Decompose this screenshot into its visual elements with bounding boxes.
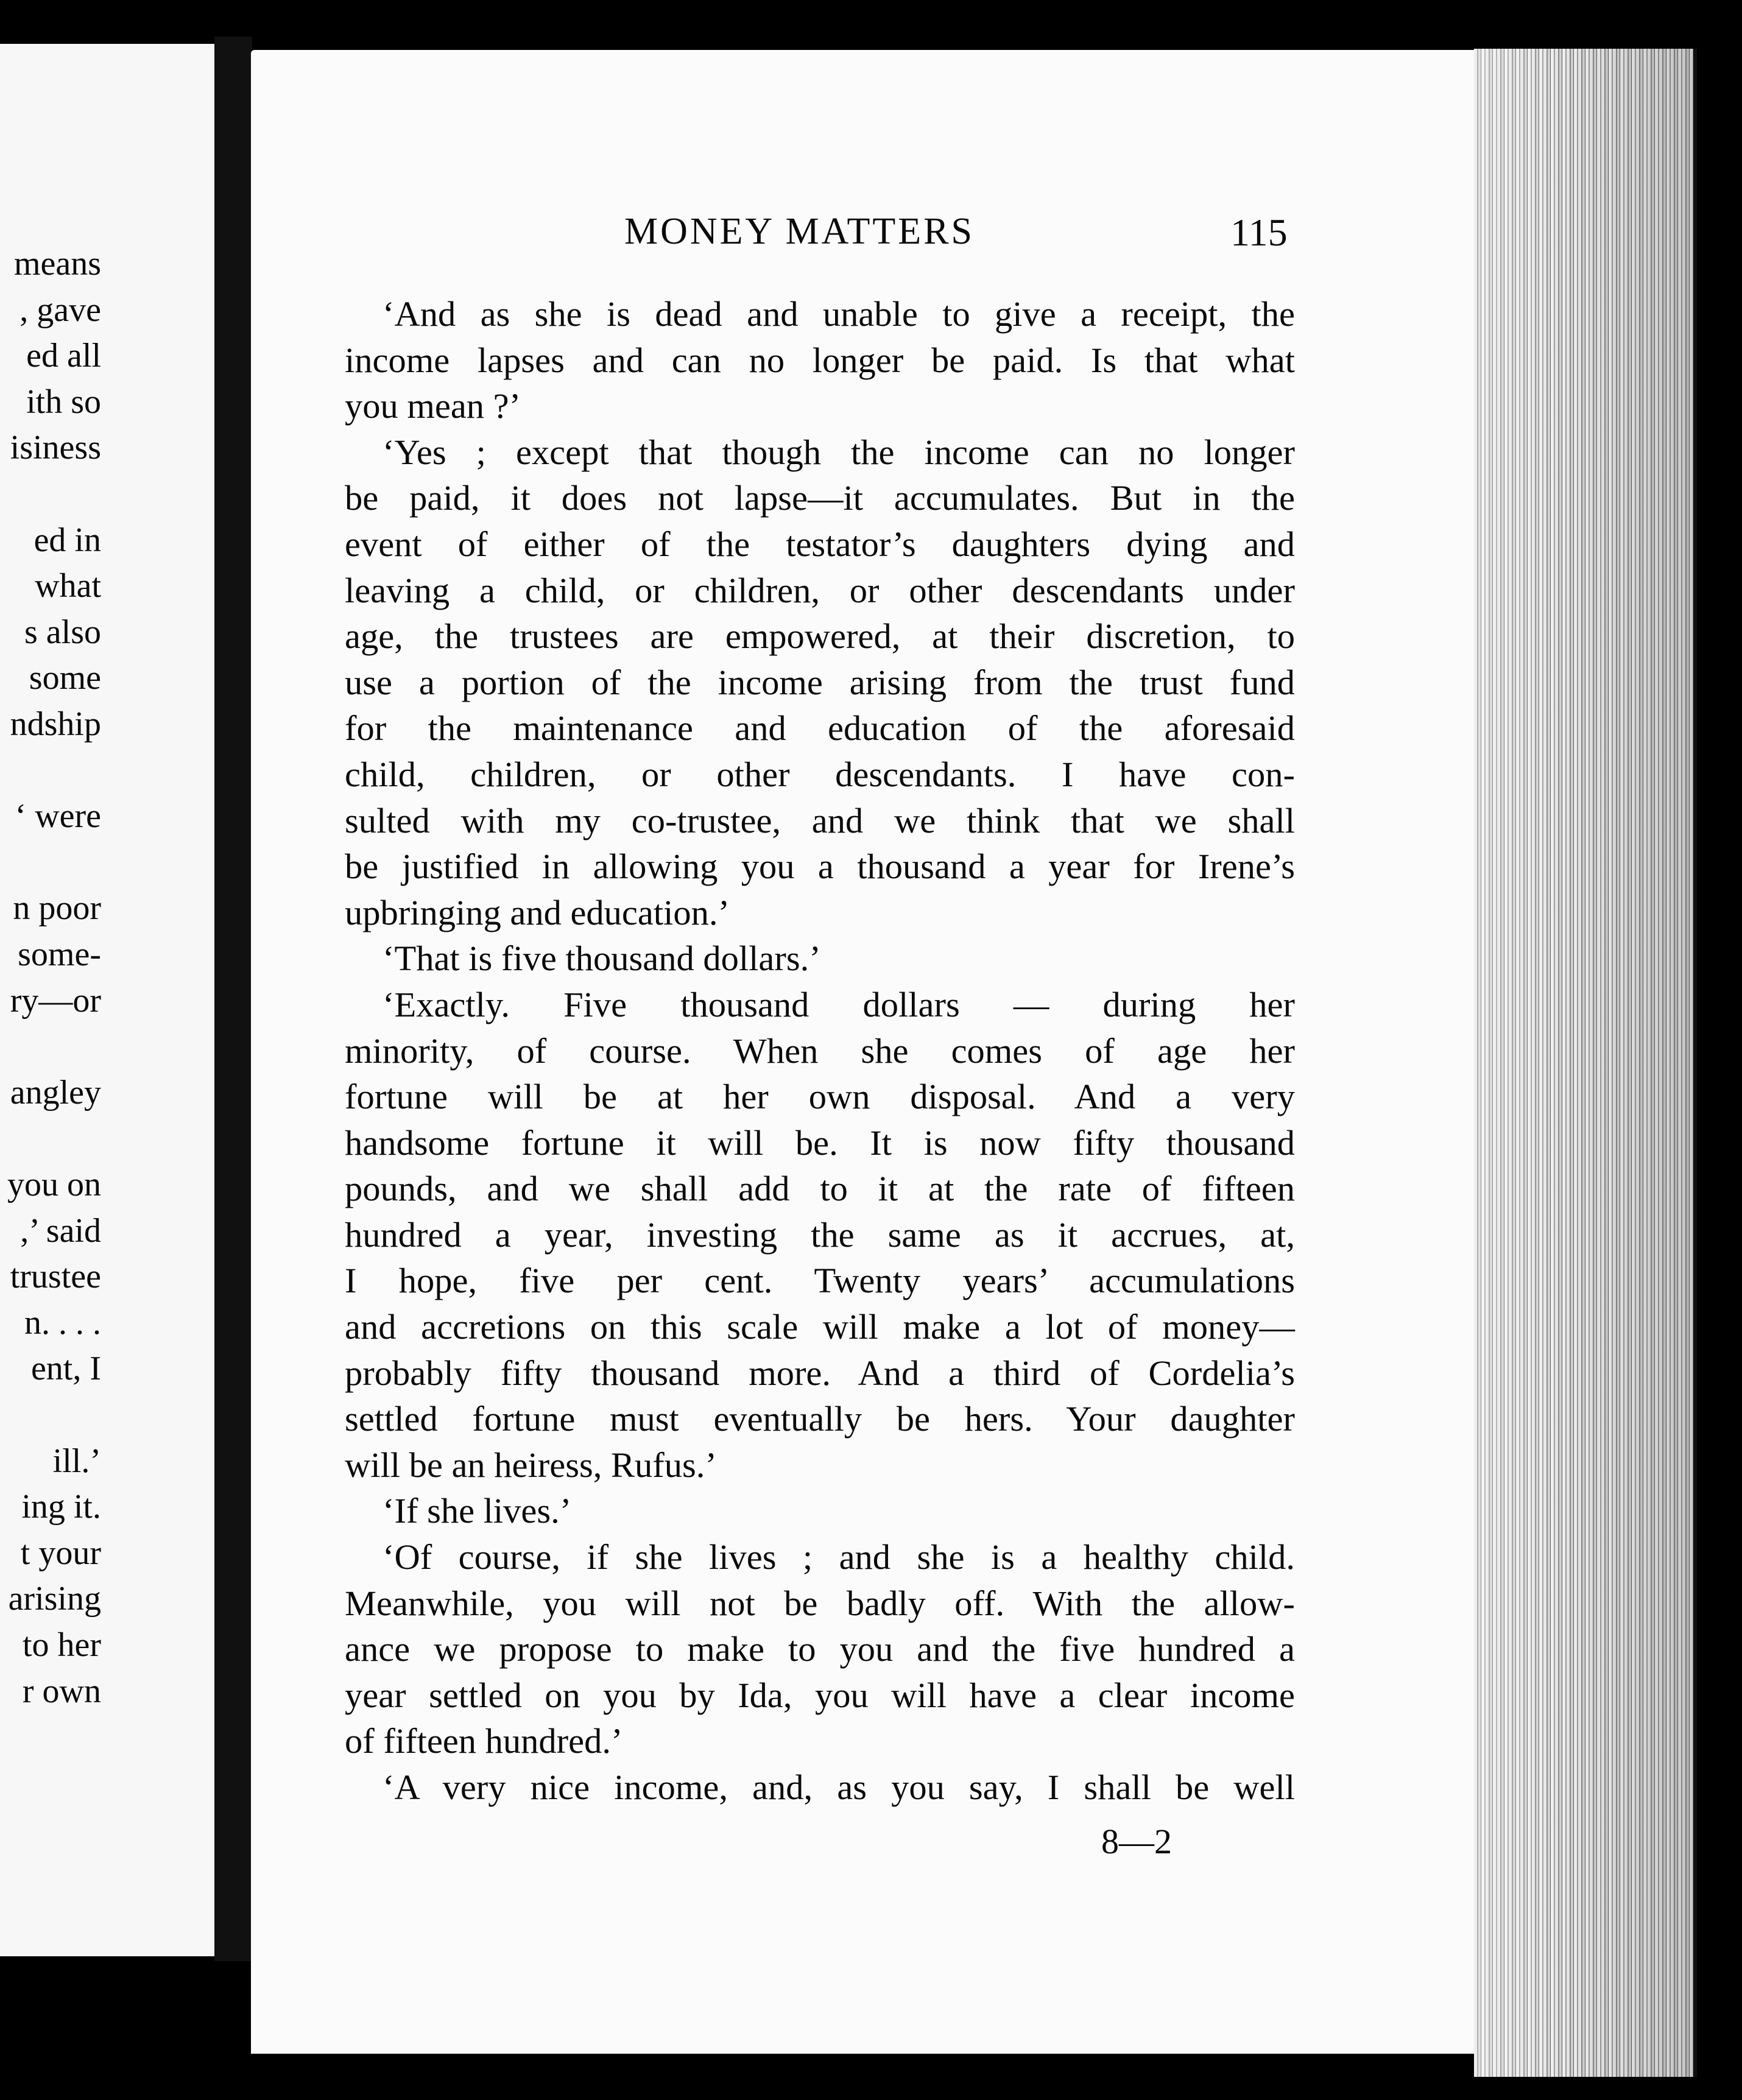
- text-line: pounds, and we shall add to it at the rate of fifteen: [345, 1169, 1295, 1209]
- running-head: MONEY MATTERS: [624, 211, 975, 252]
- signature-mark: 8—2: [1101, 1822, 1172, 1861]
- left-page-fragment: n poor: [13, 889, 101, 928]
- left-page-fragment: isiness: [10, 429, 101, 467]
- left-facing-page: [0, 44, 216, 1956]
- text-line: be paid, it does not lapse—it accumulates. But in the: [345, 478, 1295, 518]
- left-page-fragment: some-: [18, 935, 101, 973]
- text-line: will be an heiress, Rufus.’: [345, 1445, 717, 1485]
- left-page-fragment: , gave: [19, 291, 101, 329]
- text-line: ‘If she lives.’: [383, 1491, 572, 1531]
- text-line: ‘Of course, if she lives ; and she is a healthy child.: [383, 1537, 1295, 1577]
- left-page-fragment: ‘ were: [15, 797, 101, 836]
- text-line: and accretions on this scale will make a lot of money—: [345, 1307, 1295, 1347]
- text-line: income lapses and can no longer be paid. Is that what: [345, 340, 1295, 380]
- left-page-fragment: s also: [24, 613, 101, 651]
- text-line: ‘Exactly. Five thousand dollars — during her: [383, 984, 1295, 1024]
- left-page-fragment: angley: [10, 1073, 101, 1112]
- text-line: I hope, five per cent. Twenty years’ accumulations: [345, 1261, 1295, 1301]
- left-page-fragment: to her: [22, 1626, 101, 1664]
- left-page-fragment: ed in: [34, 521, 101, 559]
- text-line: year settled on you by Ida, you will have a clear income: [345, 1675, 1295, 1715]
- text-line: ‘Yes ; except that though the income can no longer: [383, 432, 1295, 472]
- book-gutter: [214, 37, 252, 1961]
- left-page-fragment: ith so: [26, 382, 101, 421]
- text-line: probably fifty thousand more. And a third of Cordelia’s: [345, 1353, 1295, 1393]
- text-line: hundred a year, investing the same as it accrues, at,: [345, 1214, 1295, 1255]
- left-page-fragment: arising: [8, 1580, 101, 1618]
- text-line: be justified in allowing you a thousand a year for Irene’s: [345, 847, 1295, 887]
- text-line: child, children, or other descendants. I have con-: [345, 754, 1295, 794]
- left-page-fragment: ing it.: [21, 1488, 101, 1526]
- text-line: ‘And as she is dead and unable to give a receipt, the: [383, 294, 1295, 334]
- text-line: ance we propose to make to you and the five hundred a: [345, 1629, 1295, 1669]
- page-body-text: [345, 291, 1295, 1811]
- left-page-fragment: ent, I: [30, 1350, 101, 1388]
- text-line: for the maintenance and education of the aforesaid: [345, 708, 1295, 749]
- left-page-fragment: ry—or: [10, 981, 101, 1020]
- text-line: leaving a child, or children, or other descendants under: [345, 570, 1295, 610]
- left-page-fragment: n. . . .: [24, 1303, 101, 1342]
- left-page-fragment: what: [35, 567, 101, 605]
- text-line: you mean ?’: [345, 386, 521, 426]
- left-page-fragment: ,’ said: [20, 1211, 101, 1250]
- left-page-fragment: ill.’: [52, 1442, 101, 1480]
- page-number: 115: [1230, 211, 1288, 254]
- left-page-fragment: you on: [7, 1166, 101, 1203]
- text-line: handsome fortune it will be. It is now fifty thousand: [345, 1122, 1295, 1163]
- left-page-fragment: ed all: [26, 337, 101, 375]
- left-page-fragment: some: [29, 659, 101, 697]
- left-page-fragment: trustee: [10, 1258, 101, 1296]
- text-line: sulted with my co-trustee, and we think that we shall: [345, 800, 1295, 840]
- page-edges-shading: [1474, 49, 1693, 2077]
- text-line: ‘That is five thousand dollars.’: [383, 939, 821, 979]
- text-line: fortune will be at her own disposal. And a very: [345, 1077, 1295, 1117]
- text-line: event of either of the testator’s daughters dying and: [345, 524, 1295, 564]
- left-page-fragment: t your: [20, 1534, 101, 1572]
- text-line: upbringing and education.’: [345, 892, 730, 932]
- text-line: age, the trustees are empowered, at their discretion, to: [345, 616, 1295, 657]
- text-line: of fifteen hundred.’: [345, 1721, 623, 1761]
- text-line: ‘A very nice income, and, as you say, I shall be well: [383, 1767, 1295, 1807]
- text-line: Meanwhile, you will not be badly off. With the allow-: [345, 1583, 1295, 1623]
- text-line: settled fortune must eventually be hers. Your daughter: [345, 1399, 1295, 1439]
- left-page-fragment: r own: [22, 1672, 101, 1710]
- text-line: use a portion of the income arising from the trust fund: [345, 662, 1295, 702]
- text-line: minority, of course. When she comes of age her: [345, 1031, 1295, 1071]
- left-page-fragment: ndship: [10, 705, 101, 743]
- left-page-fragment: means: [13, 245, 101, 283]
